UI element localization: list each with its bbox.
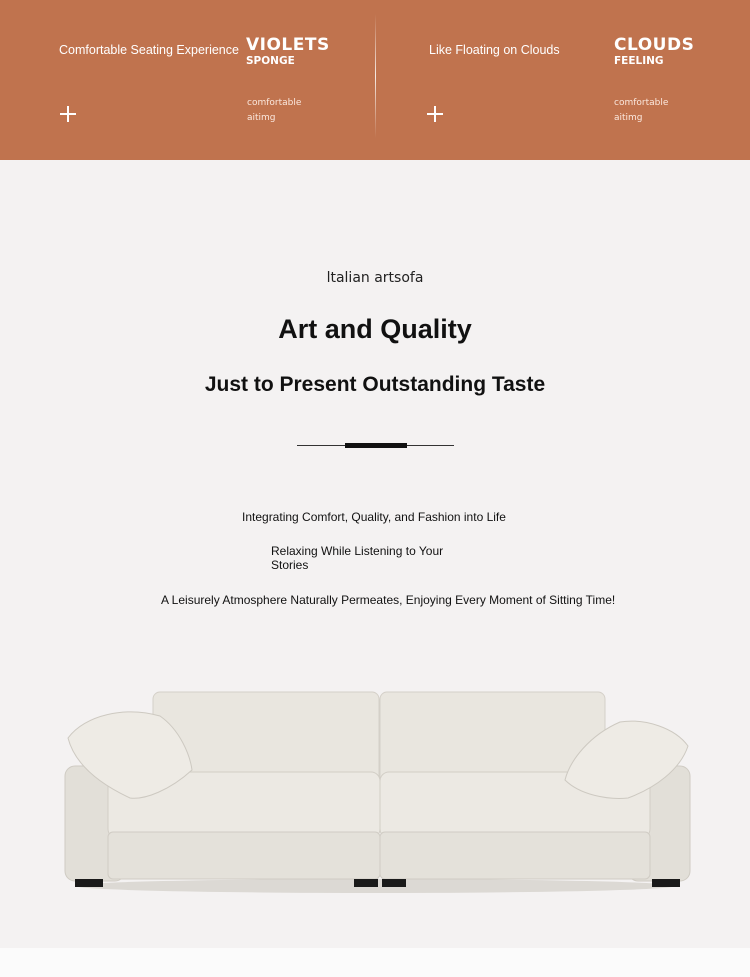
tagline-2-line1: Relaxing While Listening to Your bbox=[271, 544, 444, 558]
feature-left-note-line2: aitimg bbox=[247, 113, 276, 123]
tagline-2 bbox=[271, 544, 443, 572]
sofa-image bbox=[60, 680, 695, 895]
feature-right-subtitle: FEELING bbox=[614, 55, 664, 67]
tagline-1: Integrating Comfort, Quality, and Fashion into Life bbox=[242, 510, 506, 524]
feature-banner bbox=[0, 0, 750, 160]
plus-icon[interactable] bbox=[427, 106, 443, 122]
sofa-leg bbox=[652, 879, 680, 887]
feature-left-note bbox=[247, 96, 301, 126]
hero-subheadline: Just to Present Outstanding Taste bbox=[204, 373, 546, 396]
feature-left-title: VIOLETS bbox=[246, 35, 330, 55]
sofa-leg bbox=[382, 879, 406, 887]
feature-left-note-line1: comfortable bbox=[247, 98, 302, 108]
brand-kicker: ltalian artsofa bbox=[326, 270, 424, 286]
sofa-base-left bbox=[108, 832, 380, 879]
feature-right-note-line1: comfortable bbox=[614, 98, 669, 108]
sofa-leg bbox=[75, 879, 103, 887]
hero-headline: Art and Quality bbox=[278, 314, 472, 344]
feature-right-note bbox=[614, 96, 668, 126]
divider-accent bbox=[345, 443, 407, 448]
tagline-3: A Leisurely Atmosphere Naturally Permeates, Enjoying Every Moment of Sitting Time! bbox=[161, 593, 616, 607]
plus-icon[interactable] bbox=[60, 106, 76, 122]
feature-right-note-line2: aitimg bbox=[614, 113, 643, 123]
feature-left-subtitle: SPONGE bbox=[246, 55, 295, 67]
footer-strip bbox=[0, 948, 750, 977]
banner-divider bbox=[375, 14, 376, 138]
sofa-base-right bbox=[380, 832, 650, 879]
feature-left-label: Comfortable Seating Experience bbox=[59, 43, 239, 57]
feature-right-title: CLOUDS bbox=[614, 35, 695, 55]
feature-right-label: Like Floating on Clouds bbox=[429, 43, 560, 57]
tagline-2-line2: Stories bbox=[271, 558, 309, 572]
sofa-leg bbox=[354, 879, 378, 887]
